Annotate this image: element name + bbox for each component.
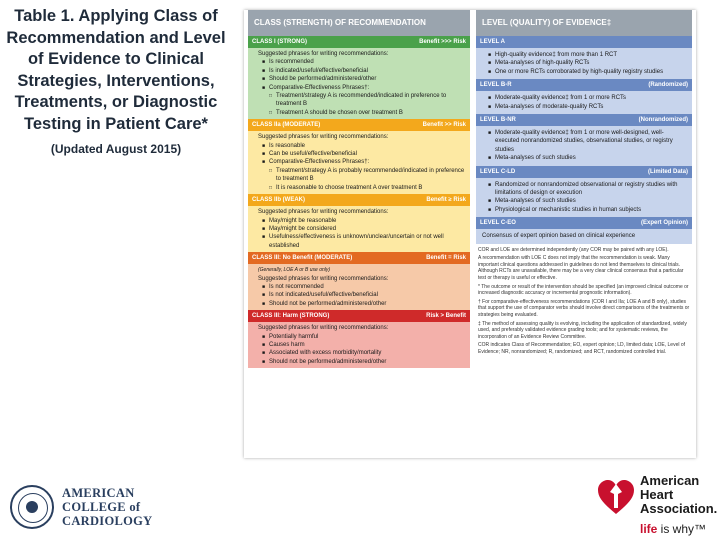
level-name: LEVEL B-NR	[480, 117, 516, 124]
acc-seal-icon	[10, 485, 54, 529]
class-note: (Generally, LOE A or B use only)	[258, 267, 331, 274]
level-name: LEVEL A	[480, 39, 506, 45]
class-name: CLASS III: Harm (STRONG)	[252, 313, 330, 320]
class-band-iii-no-benefit	[248, 252, 470, 310]
level-column	[476, 10, 692, 358]
class-benefit: Benefit >>> Risk	[419, 39, 466, 45]
aha-logo-text	[640, 474, 717, 516]
level-item: ■ One or more RCTs corroborated by high-quality registry studies	[488, 68, 688, 76]
class-phrase: ■ Comparative-Effectiveness Phrases†:	[262, 158, 466, 166]
class-phrase: ■ Is indicated/useful/effective/beneficial	[262, 67, 466, 75]
class-name: CLASS III: No Benefit (MODERATE)	[252, 255, 353, 262]
class-phrase: ■ Associated with excess morbidity/mortality	[262, 349, 466, 357]
class-band-body	[248, 131, 470, 194]
acc-logo-text	[62, 486, 153, 528]
level-c-ld	[476, 166, 692, 218]
class-band-body	[248, 264, 470, 310]
level-item: ■ Moderate-quality evidence‡ from 1 or more RCTs	[488, 94, 688, 102]
level-column-header: LEVEL (QUALITY) OF EVIDENCE‡	[476, 10, 692, 36]
class-band-body	[248, 206, 470, 252]
slide-title: Table 1. Applying Class of Recommendation and Level of Evidence to Clinical Strategies, Interventions, Treatments, or Diagnostic Testing in Patient Care*	[6, 7, 226, 133]
class-benefit: Risk > Benefit	[426, 313, 466, 320]
level-c-eo	[476, 217, 692, 243]
level-tag: (Expert Opinion)	[641, 220, 688, 227]
slide-title-block	[0, 6, 232, 156]
class-intro: Suggested phrases for writing recommendations:	[258, 325, 389, 332]
aha-logo-line: Heart	[640, 487, 674, 502]
class-phrase: ■ Is not recommended	[262, 283, 466, 291]
heart-torch-icon	[596, 478, 636, 518]
level-header	[476, 114, 692, 126]
class-intro: Suggested phrases for writing recommendations:	[258, 134, 389, 141]
level-tag: (Randomized)	[648, 82, 688, 89]
class-phrase: ■ Is not indicated/useful/effective/beneficial	[262, 291, 466, 299]
footnote: * The outcome or result of the intervention should be specified (an improved clinical outcome or increased diagnostic accuracy or incremental prognostic information).	[478, 283, 689, 297]
level-header	[476, 79, 692, 91]
class-subphrase: □ Treatment/strategy A is recommended/indicated in preference to treatment B	[262, 92, 466, 109]
class-phrase: ■ Should not be performed/administered/other	[262, 300, 466, 308]
level-body	[476, 48, 692, 79]
level-name: LEVEL C-EO	[480, 220, 516, 227]
level-name: LEVEL C-LD	[480, 168, 516, 175]
class-name: CLASS I (STRONG)	[252, 39, 307, 45]
class-phrase: ■ Causes harm	[262, 341, 466, 349]
level-item: ■ Moderate-quality evidence‡ from 1 or more well-designed, well-executed nonrandomized studies, observational studies, or registry studies	[488, 129, 688, 154]
level-body	[476, 229, 692, 243]
class-band-header	[248, 119, 470, 131]
class-column-header: CLASS (STRENGTH) OF RECOMMENDATION	[248, 10, 470, 36]
class-band-body	[248, 48, 470, 119]
aha-logo-line: American	[640, 473, 700, 488]
class-intro: Suggested phrases for writing recommendations:	[258, 275, 389, 282]
level-item: ■ Meta-analyses of moderate-quality RCTs	[488, 103, 688, 111]
level-body	[476, 91, 692, 114]
acc-logo-line: AMERICAN	[62, 486, 135, 500]
level-header	[476, 166, 692, 178]
class-benefit: Benefit >> Risk	[422, 122, 466, 129]
level-header	[476, 217, 692, 229]
level-body	[476, 178, 692, 218]
class-benefit: Benefit = Risk	[426, 255, 466, 262]
level-item: ■ Physiological or mechanistic studies in human subjects	[488, 206, 688, 214]
level-a	[476, 36, 692, 79]
level-name: LEVEL B-R	[480, 82, 512, 89]
class-band-iib	[248, 194, 470, 252]
class-column	[248, 10, 470, 368]
class-subphrase: □ Treatment/strategy A is probably recommended/indicated in preference to treatment B	[262, 167, 466, 184]
class-name: CLASS IIb (WEAK)	[252, 197, 305, 204]
slide-subtitle: (Updated August 2015)	[50, 141, 182, 156]
class-benefit: Benefit ≥ Risk	[426, 197, 466, 204]
class-phrase: ■ Comparative-Effectiveness Phrases†:	[262, 84, 466, 92]
level-tag: (Nonrandomized)	[638, 117, 688, 124]
level-item: ■ High-quality evidence‡ from more than 1 RCT	[488, 51, 688, 59]
level-item: ■ Meta-analyses of such studies	[488, 154, 688, 162]
footnote: A recommendation with LOE C does not imply that the recommendation is weak. Many important clinical questions addressed in guidelines do not lend themselves to clinical trials. Although RCTs are unavailable, there may be a very clear clinical consensus that a particular test or therapy is useful or effective.	[478, 255, 684, 282]
class-phrase: ■ Can be useful/effective/beneficial	[262, 150, 466, 158]
footnotes	[476, 244, 692, 356]
level-header	[476, 36, 692, 48]
class-phrase: ■ Potentially harmful	[262, 333, 466, 341]
aha-logo-line: Association.	[640, 501, 718, 516]
class-name: CLASS IIa (MODERATE)	[252, 122, 321, 129]
class-phrase: ■ Usefulness/effectiveness is unknown/unclear/uncertain or not well established	[262, 233, 466, 250]
class-phrase: ■ Should be performed/administered/other	[262, 75, 466, 83]
acc-logo	[10, 484, 170, 530]
class-phrase: ■ May/might be reasonable	[262, 217, 466, 225]
footnote: COR and LOE are determined independently (any COR may be paired with any LOE).	[478, 246, 669, 253]
class-phrase: ■ May/might be considered	[262, 225, 466, 233]
level-b-nr	[476, 114, 692, 166]
footnote: COR indicates Class of Recommendation; EO, expert opinion; LD, limited data; LOE, Level of Evidence; NR, nonrandomized; R, randomized; and RCT, randomized controlled trial.	[478, 342, 686, 355]
class-band-iia	[248, 119, 470, 194]
level-b-r	[476, 79, 692, 114]
class-band-header	[248, 194, 470, 206]
class-band-header	[248, 310, 470, 322]
class-band-body	[248, 322, 470, 368]
level-item: ■ Meta-analyses of high-quality RCTs	[488, 59, 688, 67]
aha-tagline-accent: life	[640, 522, 658, 536]
level-item: ■ Meta-analyses of such studies	[488, 197, 688, 205]
class-subphrase: □ It is reasonable to choose treatment A over treatment B	[262, 184, 466, 192]
recommendation-table-image	[244, 10, 696, 458]
level-text: Consensus of expert opinion based on clinical experience	[482, 233, 636, 240]
footnote: ‡ The method of assessing quality is evolving, including the application of standardized, widely used, and preferably validated evidence grading tools; and for systematic reviews, the incorporation of an Evidence Review Committee.	[478, 320, 687, 340]
aha-tagline-rest: is why	[657, 522, 695, 536]
aha-logo	[596, 474, 720, 538]
level-item: ■ Randomized or nonrandomized observational or registry studies with limitations of design or execution	[488, 181, 688, 198]
footnote: † For comparative-effectiveness recommendations (COR I and IIa; LOE A and B only), studies that support the use of comparator verbs should involve direct comparisons of the treatments or strategies being evaluated.	[478, 298, 690, 319]
aha-tagline-tm: ™	[694, 522, 707, 536]
class-band-i	[248, 36, 470, 119]
level-tag: (Limited Data)	[647, 168, 688, 175]
class-intro: Suggested phrases for writing recommendations:	[258, 51, 389, 57]
level-body	[476, 126, 692, 166]
class-band-header	[248, 36, 470, 48]
class-band-header	[248, 252, 470, 264]
class-intro: Suggested phrases for writing recommendations:	[258, 209, 389, 216]
class-phrase: ■ Is reasonable	[262, 142, 466, 150]
class-subphrase: □ Treatment A should be chosen over treatment B	[262, 109, 466, 117]
acc-logo-line: CARDIOLOGY	[62, 514, 153, 528]
acc-logo-line: COLLEGE of	[62, 500, 141, 514]
class-phrase: ■ Is recommended	[262, 58, 466, 66]
aha-tagline	[640, 522, 706, 536]
class-phrase: ■ Should not be performed/administered/other	[262, 358, 466, 366]
class-band-iii-harm	[248, 310, 470, 368]
